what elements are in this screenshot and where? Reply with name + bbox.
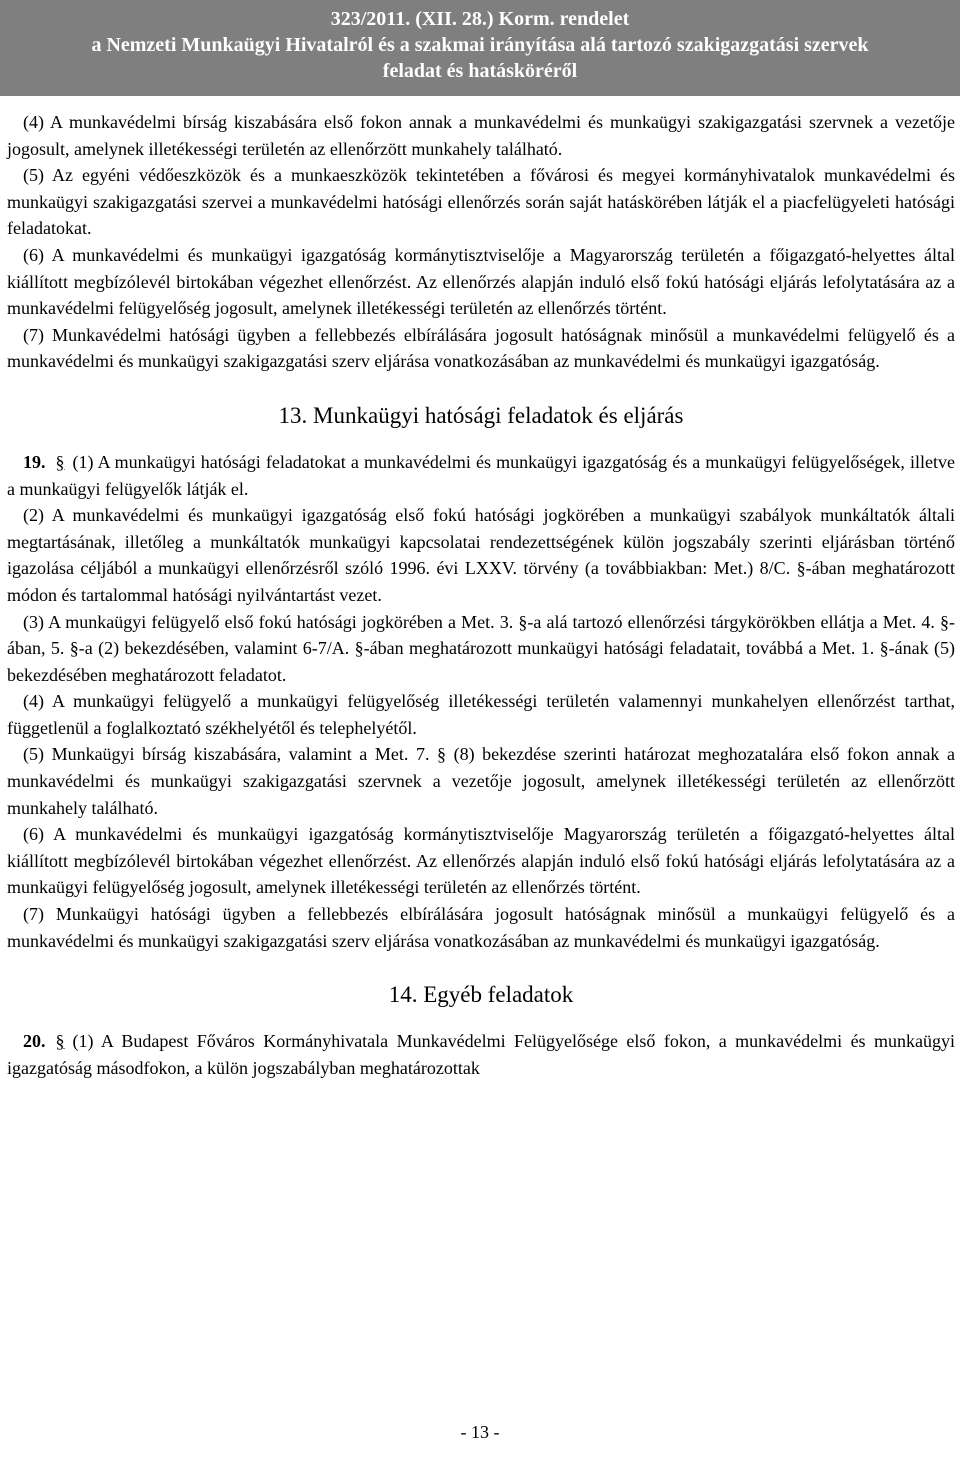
paragraph-number: 20. <box>23 1031 46 1052</box>
section-sign-link[interactable]: § <box>55 1031 65 1052</box>
section-sign-link[interactable]: § <box>55 451 65 472</box>
paragraph: (7) Munkaügyi hatósági ügyben a fellebbezés elbírálására jogosult hatóságnak minősül a munkaügyi felügyelő és a munkavédelmi és munkaügyi szakigazgatási szerv eljárása vonatkozásában az munkavédelmi és munkaügyi igazgatóság. <box>7 904 955 951</box>
document-body <box>7 109 955 1081</box>
paragraph: (5) Munkaügyi bírság kiszabására, valamint a Met. 7. § (8) bekezdése szerinti határozat meghozatalára első fokon annak a munkavédelmi és munkaügyi szakigazgatási szervnek a vezetője jogosult, amelynek illetékességi területén az ellenőrzött munkahely található. <box>7 744 955 818</box>
paragraph <box>7 449 955 502</box>
paragraph <box>7 1028 955 1081</box>
document-header <box>0 0 960 96</box>
section-heading: 13. Munkaügyi hatósági feladatok és eljárás <box>278 402 684 428</box>
paragraph: (6) A munkavédelmi és munkaügyi igazgatóság kormánytisztviselője Magyarország területén a főigazgató-helyettes által kiállított megbízólevél birtokában végezhet ellenőrzést. Az ellenőrzés alapján induló első fokú hatósági eljárás lefolytatására az a munkaügyi felügyelőség jogosult, amelynek illetékességi területén az ellenőrzés történt. <box>7 824 955 898</box>
paragraph: (5) Az egyéni védőeszközök és a munkaeszközök tekintetében a fővárosi és megyei kormányhivatalok munkavédelmi és munkaügyi szakigazgatási szervei a munkavédelmi hatósági ellenőrzés során saját hatáskörében látják el a piacfelügyeleti hatósági feladatokat. <box>7 165 955 239</box>
paragraph: (3) A munkaügyi felügyelő első fokú hatósági jogkörében a Met. 3. §-a alá tartozó ellenőrzési tárgykörökben ellátja a Met. 4. §-ában, 5. §-a (2) bekezdésében, valamint 6-7/A. §-ában meghatározott munkaügyi hatósági feladatait, továbbá a Met. 1. §-ának (5) bekezdésében meghatározott feladatot. <box>7 611 955 685</box>
header-subtitle: a Nemzeti Munkaügyi Hivatalról és a szakmai irányítása alá tartozó szakigazgatási szervek <box>91 34 869 56</box>
paragraph: (6) A munkavédelmi és munkaügyi igazgatóság kormánytisztviselője a Magyarország területén a főigazgató-helyettes által kiállított megbízólevél birtokában végezhet ellenőrzést. Az ellenőrzés alapján induló első fokú hatósági eljárás lefolytatására az a munkavédelmi felügyelőség jogosult, amelynek illetékességi területén az ellenőrzés történt. <box>7 244 955 319</box>
paragraph: (4) A munkaügyi felügyelő a munkaügyi felügyelőség illetékességi területén valamennyi munkahelyen ellenőrzést tarthat, függetlenül a foglalkoztató székhelyétől és telephelyétől. <box>7 691 955 738</box>
header-title: 323/2011. (XII. 28.) Korm. rendelet <box>330 8 630 30</box>
header-subtitle-cont: feladat és hatásköréről <box>382 60 578 82</box>
paragraph-text: (1) A munkaügyi hatósági feladatokat a munkavédelmi és munkaügyi igazgatóság és a munkaügyi felügyelőségek, illetve a munkaügyi felügyelők látják el. <box>7 451 955 499</box>
paragraph: (4) A munkavédelmi bírság kiszabására első fokon annak a munkavédelmi és munkaügyi szakigazgatási szervnek a vezetője jogosult, amelynek illetékességi területén az ellenőrzött munkahely található. <box>7 112 955 159</box>
page-number: - 13 - <box>460 1422 500 1442</box>
paragraph: (7) Munkavédelmi hatósági ügyben a fellebbezés elbírálására jogosult hatóságnak minősül a munkavédelmi felügyelő és a munkavédelmi és munkaügyi szakigazgatási szerv eljárása vonatkozásában az munkavédelmi és munkaügyi igazgatóság. <box>7 324 955 372</box>
section-heading: 14. Egyéb feladatok <box>388 982 574 1008</box>
paragraph-number: 19. <box>23 451 46 472</box>
paragraph: (2) A munkavédelmi és munkaügyi igazgatóság első fokú hatósági jogkörében a munkaügyi szabályok munkáltatók általi megtartásának, illetőleg a munkáltatók munkaügyi kapcsolatai rendezettségének külön jogszabály szerinti eljárásban történő igazolása céljából a munkaügyi ellenőrzésről szóló 1996. évi LXXV. törvény (a továbbiakban: Met.) 8/C. §-ában meghatározott módon és tartalommal hatósági nyilvántartást vezet. <box>7 505 955 605</box>
paragraph-text: (1) A Budapest Főváros Kormányhivatala Munkavédelmi Felügyelősége első fokon, a munkavédelmi és munkaügyi igazgatóság másodfokon, a külön jogszabályban meghatározottak <box>7 1031 955 1078</box>
